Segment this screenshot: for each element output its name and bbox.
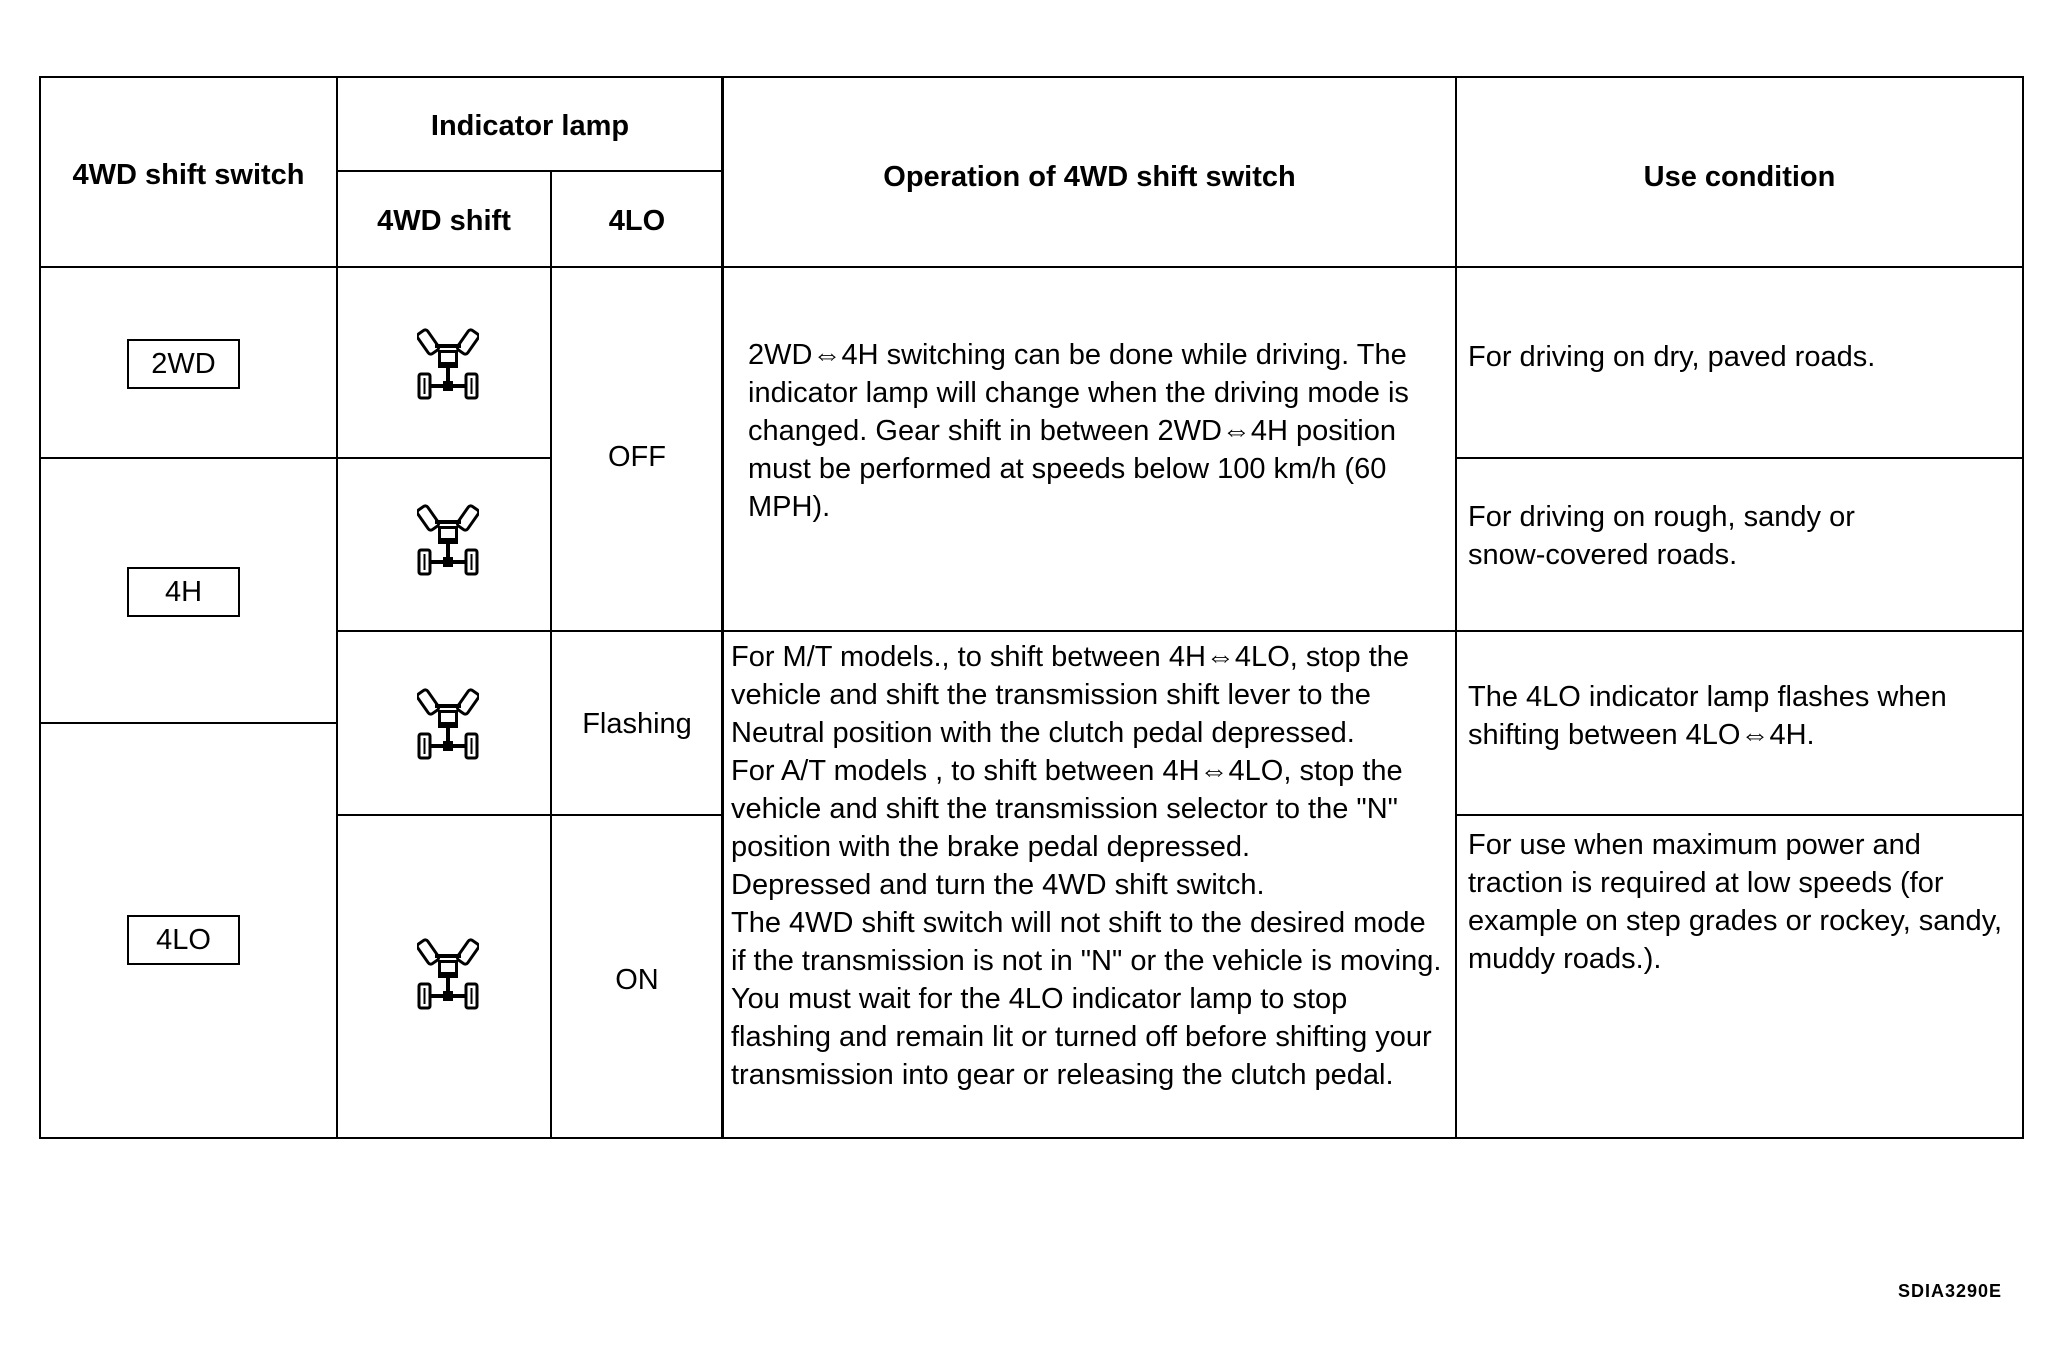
use-line: muddy roads.). [1468,943,1662,975]
operation-line: must be performed at speeds below 100 km/h (60 [748,453,1387,485]
row-rule-mid [337,630,2022,632]
use-condition-2wd [1468,338,1875,376]
operation-line: transmission into gear or releasing the clutch pedal. [731,1059,1394,1091]
operation-line: The 4WD shift switch will not shift to the desired mode [731,907,1426,939]
lamp-state-on: ON [615,964,659,996]
use-line: traction is required at low speeds (for [1468,867,1944,899]
operation-line: changed. Gear shift in between 2WD⇔4H position [748,415,1397,447]
operation-line: flashing and remain lit or turned off before shifting your [731,1021,1432,1053]
table-border-left [39,76,41,1139]
operation-line: For M/T models., to shift between 4H⇔4LO, stop the [731,641,1410,673]
table-border-right [2022,76,2024,1139]
operation-line: if the transmission is not in "N" or the vehicle is moving. [731,945,1442,977]
switch-position-4lo: 4LO [127,915,240,965]
use-line: For driving on rough, sandy or [1468,501,1855,533]
4wd-indicator-icon [417,938,479,1012]
use-line: For driving on dry, paved roads. [1468,341,1876,373]
header-4lo: 4LO [608,205,666,237]
use-line: snow-covered roads. [1468,539,1738,571]
use-line: For use when maximum power and [1468,829,1921,861]
operation-text-2wd-4h [748,336,1409,526]
switch-position-2wd: 2WD [127,339,240,389]
4wd-indicator-icon [417,328,479,402]
operation-line: You must wait for the 4LO indicator lamp to stop [731,983,1348,1015]
operation-line: vehicle and shift the transmission shift lever to the [731,679,1371,711]
operation-line: For A/T models , to shift between 4H⇔4LO, stop the [731,755,1403,787]
header-indicator-lamp: Indicator lamp [430,110,630,142]
row-rule-use-1 [1456,457,2022,459]
lamp-state-flashing: Flashing [582,708,692,740]
operation-line: 2WD⇔4H switching can be done while driving. The [748,339,1407,371]
use-line: example on step grades or rockey, sandy, [1468,905,2003,937]
operation-line: indicator lamp will change when the driving mode is [748,377,1409,409]
header-subrule [337,170,723,172]
row-rule-4h-4lo [39,722,337,724]
4wd-indicator-icon [417,504,479,578]
operation-line: vehicle and shift the transmission selector to the "N" [731,793,1398,825]
lamp-state-off: OFF [608,441,666,473]
operation-line: Depressed and turn the 4WD shift switch. [731,869,1265,901]
figure-code: SDIA3290E [1898,1281,2003,1301]
row-rule-use-3 [1456,814,2022,816]
header-shift-switch: 4WD shift switch [72,159,305,191]
operation-line: position with the brake pedal depressed. [731,831,1251,863]
header-4wd-shift: 4WD shift [377,205,511,237]
row-rule-flash-on [337,814,723,816]
operation-text-4h-4lo [731,638,1441,1094]
header-use-condition: Use condition [1643,161,1836,193]
operation-line: MPH). [748,491,831,523]
use-condition-4h [1468,498,1855,574]
switch-position-4h: 4H [127,567,240,617]
row-rule-2wd-4h [39,457,550,459]
use-condition-flashing [1468,678,1947,754]
operation-line: Neutral position with the clutch pedal depressed. [731,717,1355,749]
use-line: shifting between 4LO⇔4H. [1468,719,1815,751]
col-rule-4 [1455,76,1457,1139]
header-operation: Operation of 4WD shift switch [883,161,1296,193]
use-line: The 4LO indicator lamp flashes when [1468,681,1947,713]
use-condition-4lo [1468,826,2002,978]
4wd-indicator-icon [417,688,479,762]
